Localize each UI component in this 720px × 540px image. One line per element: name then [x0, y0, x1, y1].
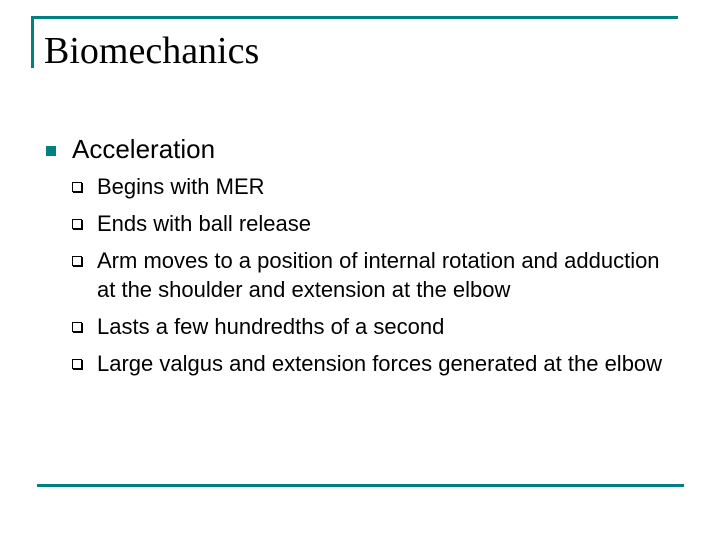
hollow-square-bullet-icon: [72, 322, 82, 332]
sub-bullet-item: [72, 246, 682, 304]
sub-bullet-item: [72, 209, 682, 238]
title-accent-line-left: [31, 16, 34, 68]
sub-bullet-item: [72, 172, 682, 201]
slide-title: Biomechanics: [44, 30, 260, 72]
hollow-square-bullet-icon: [72, 359, 82, 369]
sub-bullet-text: Ends with ball release: [97, 211, 312, 236]
main-bullet-text: Acceleration: [72, 134, 216, 164]
sub-bullet-text: Large valgus and extension forces generated at the elbow: [97, 351, 663, 376]
bottom-accent-line: [37, 484, 684, 487]
sub-bullet-text: Arm moves to a position of internal rotation and adduction at the shoulder and extension at the elbow: [97, 248, 660, 302]
sub-bullet-item: [72, 312, 682, 341]
filled-square-bullet-icon: [46, 146, 56, 156]
hollow-square-bullet-icon: [72, 182, 82, 192]
hollow-square-bullet-icon: [72, 219, 82, 229]
title-accent-line-top: [31, 16, 678, 19]
sub-bullet-item: [72, 349, 682, 378]
sub-bullet-text: Lasts a few hundredths of a second: [97, 314, 445, 339]
sub-bullet-text: Begins with MER: [97, 174, 265, 199]
hollow-square-bullet-icon: [72, 256, 82, 266]
sub-bullet-list: [72, 172, 682, 378]
